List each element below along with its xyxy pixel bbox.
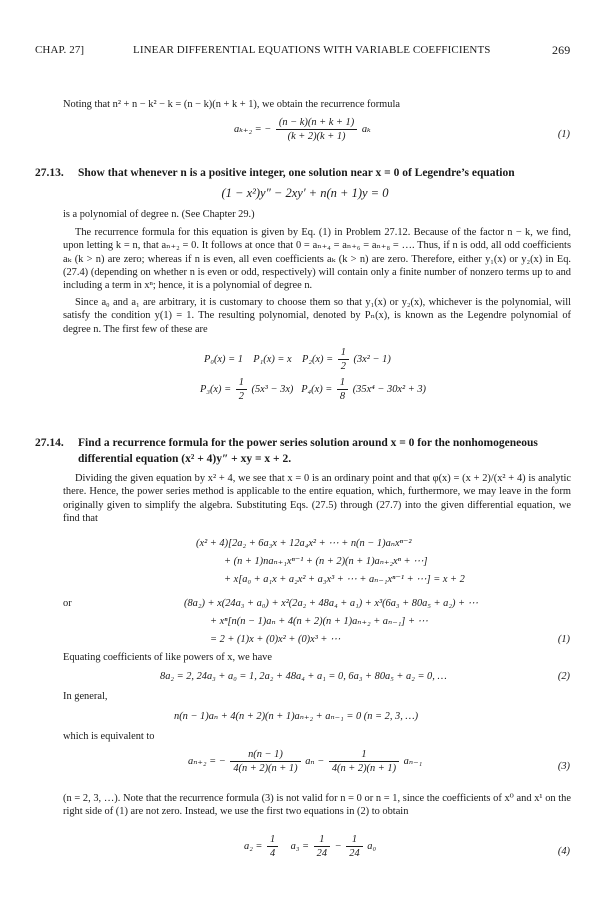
recurrence-label: (1) — [557, 129, 570, 140]
equivalent-text: which is equivalent to — [63, 731, 155, 742]
eqE-f2-num: 1 — [329, 748, 399, 762]
problem-27-13-statement: Show that whenever n is a positive integer, one solution near x = 0 of Legendre’s equation — [78, 167, 515, 179]
recurrence-formula-3 — [188, 748, 422, 776]
chapter-label: CHAP. 27] — [35, 44, 85, 56]
eqE-fraction-1 — [230, 748, 300, 776]
problem-27-13-para1 — [63, 226, 571, 293]
coefficient-equations: 8a₂ = 2, 24a₃ + a₀ = 1, 2a₂ + 48a₄ + a₁ = 0, 6a₃ + 80a₅ + a₂ = 0, … — [160, 671, 447, 682]
p2-den: 2 — [340, 361, 346, 373]
eqF-f2-num: 1 — [314, 833, 330, 847]
p4-rhs: (35x⁴ − 30x² + 3) — [352, 384, 426, 396]
problem-27-13-para2 — [63, 296, 571, 336]
p2-fraction — [338, 346, 349, 374]
recurrence-fraction — [276, 116, 357, 144]
eqE-mid: aₙ − — [305, 756, 325, 768]
equating-text: Equating coefficients of like powers of x, we have — [63, 652, 272, 663]
note-text: (n = 2, 3, …). Note that the recurrence formula (3) is not valid for n = 0 or n = 1, since the coefficients of x⁰ and x¹ on the right side of (1) are not zero. Instead, we use the first two equations in (2) to obtain — [63, 793, 571, 818]
eqE-rhs: aₙ₋₁ — [403, 756, 423, 768]
problem-27-13-para2-text: Since a₀ and a₁ are arbitrary, it is customary to choose them so that y₁(x) or y₂(x), whichever is the polynomial, will satisfy the condition y(1) = 1. The resulting polynomial, denoted by Pₙ(x), is known as the Legendre polynomial of degree n. The first few of these are — [63, 297, 571, 335]
eqE-f1-den: 4(n + 2)(n + 1) — [233, 763, 298, 775]
eqF-fraction-1 — [267, 833, 278, 861]
recurrence-lhs: aₖ₊₂ = − — [234, 124, 272, 136]
or-label: or — [63, 598, 72, 609]
collected-eq-line1: (8a₂) + x(24a₃ + a₀) + x²(2a₂ + 48a₄ + a₁) + x³(6a₃ + 80a₅ + a₂) + ⋯ — [184, 598, 479, 609]
p4-lhs: P₄(x) = — [301, 384, 333, 396]
problem-27-13-after: is a polynomial of degree n. (See Chapter 29.) — [63, 209, 255, 220]
problem-27-14-para1 — [63, 472, 571, 525]
eqF-fraction-3 — [346, 833, 362, 861]
problem-27-13-para1-text: The recurrence formula for this equation is given by Eq. (1) in Problem 27.12. Because of the factor n − k, we find, upon letting k = n, that aₙ₊₂ = 0. It follows at once that 0 = aₙ₊₄ = aₙ₊₆ = aₙ₊₈ = …. Thus, if n is odd, all odd coefficients aₖ (k > n) are zero; whereas if n is even, all even coefficients aₖ (k > n) are zero. Therefore, either y₁(x) or y₂(x) in Eq. (27.4) (depending on whether n is even or odd, respectively) will contain only a finite number of nonzero terms up to and including a term in xⁿ; hence, it is a polynomial of degree n. — [63, 227, 571, 292]
eqF-a0: a₀ — [367, 841, 377, 853]
problem-27-14-statement: Find a recurrence formula for the power series solution around x = 0 for the nonhomogeneous differential equation (x² + 4)y″ + xy = x + 2. — [78, 437, 538, 465]
substituted-eq-line2: + (n + 1)naₙ₊₁xⁿ⁻¹ + (n + 2)(n + 1)aₙ₊₂xⁿ + ⋯] — [224, 556, 428, 567]
p4-num: 1 — [337, 376, 348, 390]
p1: P₁(x) = x — [253, 354, 292, 366]
in-general-text: In general, — [63, 691, 108, 702]
initial-coefficients-label: (4) — [557, 846, 570, 857]
recurrence-numerator: (n − k)(n + k + 1) — [276, 116, 357, 130]
problem-27-14-number: 27.14. — [35, 437, 64, 449]
recurrence-formula-3-label: (3) — [557, 761, 570, 772]
substituted-eq-line3: + x[a₀ + a₁x + a₂x² + a₃x³ + ⋯ + aₙ₋₁xⁿ⁻¹ + ⋯] = x + 2 — [224, 574, 465, 585]
eqF-f2-den: 24 — [316, 848, 328, 860]
legendre-equation: (1 − x²)y″ − 2xy′ + n(n + 1)y = 0 — [221, 186, 389, 200]
coefficient-equations-label: (2) — [557, 671, 570, 682]
eqF-f3-den: 24 — [349, 848, 360, 860]
collected-eq-line3: = 2 + (1)x + (0)x² + (0)x³ + ⋯ — [210, 634, 341, 645]
recurrence-equation — [234, 116, 371, 144]
eqF-f1-num: 1 — [267, 833, 278, 847]
substituted-eq-line1: (x² + 4)[2a₂ + 6a₃x + 12a₄x² + ⋯ + n(n − 1)aₙxⁿ⁻² — [196, 538, 412, 549]
recurrence-denominator: (k + 2)(k + 1) — [287, 131, 346, 143]
eqF-a2: a₂ = — [244, 841, 263, 853]
eqF-minus: − — [334, 841, 342, 853]
p3-den: 2 — [238, 391, 244, 403]
collected-eq-label: (1) — [557, 634, 570, 645]
p3-lhs: P₃(x) = — [200, 384, 232, 396]
eqE-f1-num: n(n − 1) — [230, 748, 300, 762]
eqE-lhs: aₙ₊₂ = − — [188, 756, 226, 768]
p2-lhs: P₂(x) = — [302, 354, 334, 366]
initial-coefficients — [244, 833, 376, 861]
p2-rhs: (3x² − 1) — [353, 354, 391, 366]
eqF-f1-den: 4 — [270, 848, 276, 860]
running-title: LINEAR DIFFERENTIAL EQUATIONS WITH VARIABLE COEFFICIENTS — [133, 44, 491, 56]
legendre-polys-row1 — [204, 346, 391, 374]
p3-rhs: (5x³ − 3x) — [251, 384, 294, 396]
eqF-fraction-2 — [314, 833, 330, 861]
page-number: 269 — [552, 43, 571, 57]
eqF-a3: a₃ = — [290, 841, 310, 853]
legendre-polys-row2 — [200, 376, 426, 404]
collected-eq-line2: + xⁿ[n(n − 1)aₙ + 4(n + 2)(n + 1)aₙ₊₂ + aₙ₋₁] + ⋯ — [210, 616, 428, 627]
intro-text: Noting that n² + n − k² − k = (n − k)(n + k + 1), we obtain the recurrence formula — [63, 99, 400, 110]
problem-27-13-number: 27.13. — [35, 167, 64, 179]
p4-den: 8 — [339, 391, 346, 403]
problem-27-14-para1-text: Dividing the given equation by x² + 4, we see that x = 0 is an ordinary point and that φ(x) = (x + 2)/(x² + 4) is analytic there. Hence, the power series method is applicable to the entire equation, which, furthermore, we may leave in the form originally given to simplify the algebra. Substituting Eqs. (27.5) through (27.7) into the given differential equation, we find that — [63, 473, 571, 524]
p4-fraction — [337, 376, 348, 404]
eqF-f3-num: 1 — [346, 833, 362, 847]
eqE-fraction-2 — [329, 748, 399, 776]
p3-fraction — [236, 376, 247, 404]
eqE-f2-den: 4(n + 2)(n + 1) — [331, 763, 397, 775]
general-recurrence: n(n − 1)aₙ + 4(n + 2)(n + 1)aₙ₊₂ + aₙ₋₁ = 0 (n = 2, 3, …) — [174, 711, 419, 722]
p2-num: 1 — [338, 346, 349, 360]
recurrence-rhs: aₖ — [361, 124, 371, 136]
p0: P₀(x) = 1 — [204, 354, 243, 366]
p3-num: 1 — [236, 376, 247, 390]
